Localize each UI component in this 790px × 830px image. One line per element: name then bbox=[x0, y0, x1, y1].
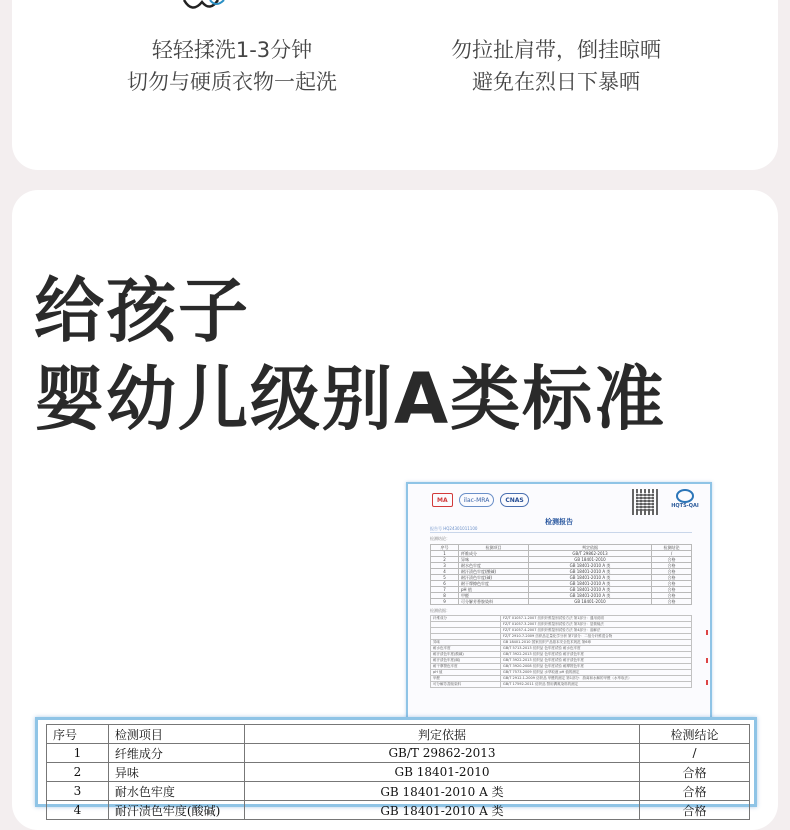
cell: 耐汗渍色牢度(酸碱) bbox=[431, 652, 501, 658]
cell: GB/T 2912.1-2009 纺织品 甲醛的测定 第1部分：游离和水解的甲醛（水萃取法） bbox=[501, 676, 692, 682]
cell: FZ/T 01057.3-2007 纺织纤维鉴别试验方法 第3部分：显微镜法 bbox=[501, 622, 692, 628]
cell: FZ/T 01057.4-2007 纺织纤维鉴别试验方法 第4部分：溶解法 bbox=[501, 628, 692, 634]
cell: 纤维成分 bbox=[431, 616, 501, 622]
cell: 5 bbox=[431, 575, 459, 581]
care-text-right bbox=[406, 34, 706, 98]
cell: 可分解芳香胺染料 bbox=[459, 599, 529, 605]
cell: 异味 bbox=[431, 640, 501, 646]
hqts-logo bbox=[666, 489, 704, 509]
cell: FZ/T 01057.1-2007 纺织纤维鉴别试验方法 第1部分：通用说明 bbox=[501, 616, 692, 622]
cell: / bbox=[640, 744, 750, 763]
cell: GB 18401-2010 A 类 bbox=[244, 782, 639, 801]
report-number: 报告号 HQ24301011100 bbox=[430, 526, 478, 531]
cell: 耐水色牢度 bbox=[108, 782, 244, 801]
table-row bbox=[47, 763, 750, 782]
header-cell: 序号 bbox=[431, 545, 459, 551]
cell: GB/T 7573-2009 纺织品 水萃取液 pH 值的测定 bbox=[501, 670, 692, 676]
hqts-label: HQTS-QAI bbox=[671, 503, 699, 509]
cell: GB 18401-2010 A 类 bbox=[529, 563, 652, 569]
cell: 合格 bbox=[652, 593, 692, 599]
care-line: 勿拉扯肩带，倒挂晾晒 bbox=[451, 38, 661, 62]
cell: 耐干摩擦色牢度 bbox=[431, 664, 501, 670]
cell: GB/T 5713-2013 纺织品 色牢度试验 耐水色牢度 bbox=[501, 646, 692, 652]
cell: 合格 bbox=[652, 563, 692, 569]
cell: 合格 bbox=[652, 587, 692, 593]
cell: 甲醛 bbox=[459, 593, 529, 599]
cell: 4 bbox=[431, 569, 459, 575]
cell: GB 18401-2010 A 类 bbox=[529, 581, 652, 587]
basis-label: 检测依据： bbox=[430, 608, 450, 613]
cell: 3 bbox=[431, 563, 459, 569]
header-cell: 检测结论 bbox=[640, 725, 750, 744]
cell: 合格 bbox=[652, 581, 692, 587]
cell: 甲醛 bbox=[431, 676, 501, 682]
red-mark-icon bbox=[706, 658, 708, 663]
cnas-logo: CNAS bbox=[500, 493, 528, 507]
cell: FZ/T 2910.7-2009 纺织品定量化学分析 第7部分：二组分纤维混合物 bbox=[501, 634, 692, 640]
care-text-left bbox=[82, 34, 382, 98]
care-line: 切勿与硬质衣物一起洗 bbox=[127, 70, 337, 94]
cell: 4 bbox=[47, 801, 109, 820]
report-basis-table bbox=[430, 615, 692, 688]
cell: 耐汗渍色牢度(碱) bbox=[431, 658, 501, 664]
cell: GB/T 17592-2011 纺织品 禁用偶氮染料的测定 bbox=[501, 682, 692, 688]
cell: 3 bbox=[47, 782, 109, 801]
divider bbox=[430, 532, 692, 533]
cell: GB 18401-2010 A 类 bbox=[529, 569, 652, 575]
cell: GB 18401-2010 bbox=[244, 763, 639, 782]
cell: 合格 bbox=[640, 801, 750, 820]
table-row bbox=[431, 599, 692, 605]
cell: 合格 bbox=[640, 763, 750, 782]
ma-logo: MA bbox=[432, 493, 453, 507]
certification-logos bbox=[432, 489, 529, 511]
cell: GB 18401-2010 A 类 bbox=[529, 575, 652, 581]
header-cell: 检测结论 bbox=[652, 545, 692, 551]
headline-line-1: 给孩子 bbox=[34, 270, 250, 352]
cell: 合格 bbox=[652, 569, 692, 575]
conclusion-label: 检测结论： bbox=[430, 536, 450, 541]
report-summary-table bbox=[430, 544, 692, 605]
cell: 耐汗渍色牢度(酸碱) bbox=[459, 569, 529, 575]
headline-line-2: 婴幼儿级别A类标准 bbox=[34, 358, 667, 440]
cell: 8 bbox=[431, 593, 459, 599]
care-instructions-card bbox=[12, 0, 778, 170]
table-row bbox=[431, 682, 692, 688]
cell: GB/T 29862-2013 bbox=[244, 744, 639, 763]
cell: 1 bbox=[431, 551, 459, 557]
cell: pH 值 bbox=[459, 587, 529, 593]
cell: pH 值 bbox=[431, 670, 501, 676]
header-cell: 判定依据 bbox=[244, 725, 639, 744]
result-table bbox=[46, 724, 750, 820]
cell: / bbox=[652, 551, 692, 557]
cell: GB 18401-2010 A 类 bbox=[529, 587, 652, 593]
cell: 异味 bbox=[108, 763, 244, 782]
header-cell: 检测项目 bbox=[108, 725, 244, 744]
cell: 2 bbox=[47, 763, 109, 782]
cell: 合格 bbox=[652, 557, 692, 563]
red-mark-icon bbox=[706, 680, 708, 685]
ilac-logo: ilac-MRA bbox=[459, 493, 495, 507]
cell: 7 bbox=[431, 587, 459, 593]
table-header-row bbox=[47, 725, 750, 744]
header-cell: 序号 bbox=[47, 725, 109, 744]
cell: GB/T 29862-2013 bbox=[529, 551, 652, 557]
cell: GB 18401-2010 A 类 bbox=[529, 593, 652, 599]
table-row bbox=[47, 744, 750, 763]
cell: 1 bbox=[47, 744, 109, 763]
cell: 纤维成分 bbox=[459, 551, 529, 557]
cell: 2 bbox=[431, 557, 459, 563]
cell: 耐汗渍色牢度(碱) bbox=[459, 575, 529, 581]
cell: GB 18401-2010 bbox=[529, 557, 652, 563]
cell: 纤维成分 bbox=[108, 744, 244, 763]
cell: GB/T 3922-2013 纺织品 色牢度试验 耐汗渍色牢度 bbox=[501, 652, 692, 658]
cell: 耐汗渍色牢度(酸碱) bbox=[108, 801, 244, 820]
cell: 耐水色牢度 bbox=[459, 563, 529, 569]
cell: GB/T 3922-2013 纺织品 色牢度试验 耐汗渍色牢度 bbox=[501, 658, 692, 664]
cell: 合格 bbox=[652, 575, 692, 581]
cell: GB/T 3920-2008 纺织品 色牢度试验 耐摩擦色牢度 bbox=[501, 664, 692, 670]
hqts-emblem-icon bbox=[676, 489, 694, 503]
cell: 合格 bbox=[640, 782, 750, 801]
table-row bbox=[47, 801, 750, 820]
cell: 可分解芳香胺染料 bbox=[431, 682, 501, 688]
cell: 6 bbox=[431, 581, 459, 587]
header-cell: 判定依据 bbox=[529, 545, 652, 551]
cell: 耐干摩擦色牢度 bbox=[459, 581, 529, 587]
red-mark-icon bbox=[706, 630, 708, 635]
care-line: 轻轻揉洗1-3分钟 bbox=[151, 38, 313, 62]
cell: 耐水色牢度 bbox=[431, 646, 501, 652]
table-row bbox=[47, 782, 750, 801]
cell: GB 18401-2010 A 类 bbox=[244, 801, 639, 820]
care-line: 避免在烈日下暴晒 bbox=[472, 70, 640, 94]
header-cell: 检测项目 bbox=[459, 545, 529, 551]
wash-icon bbox=[180, 0, 230, 12]
cell: GB 18401-2010 国家纺织产品基本安全技术规范 第6章 bbox=[501, 640, 692, 646]
qr-code-icon bbox=[632, 489, 658, 515]
cell: GB 18401-2010 bbox=[529, 599, 652, 605]
cell: 合格 bbox=[652, 599, 692, 605]
cell: 9 bbox=[431, 599, 459, 605]
magnified-result-table bbox=[35, 717, 757, 818]
report-title: 检测报告 bbox=[545, 518, 573, 526]
cell: 异味 bbox=[459, 557, 529, 563]
